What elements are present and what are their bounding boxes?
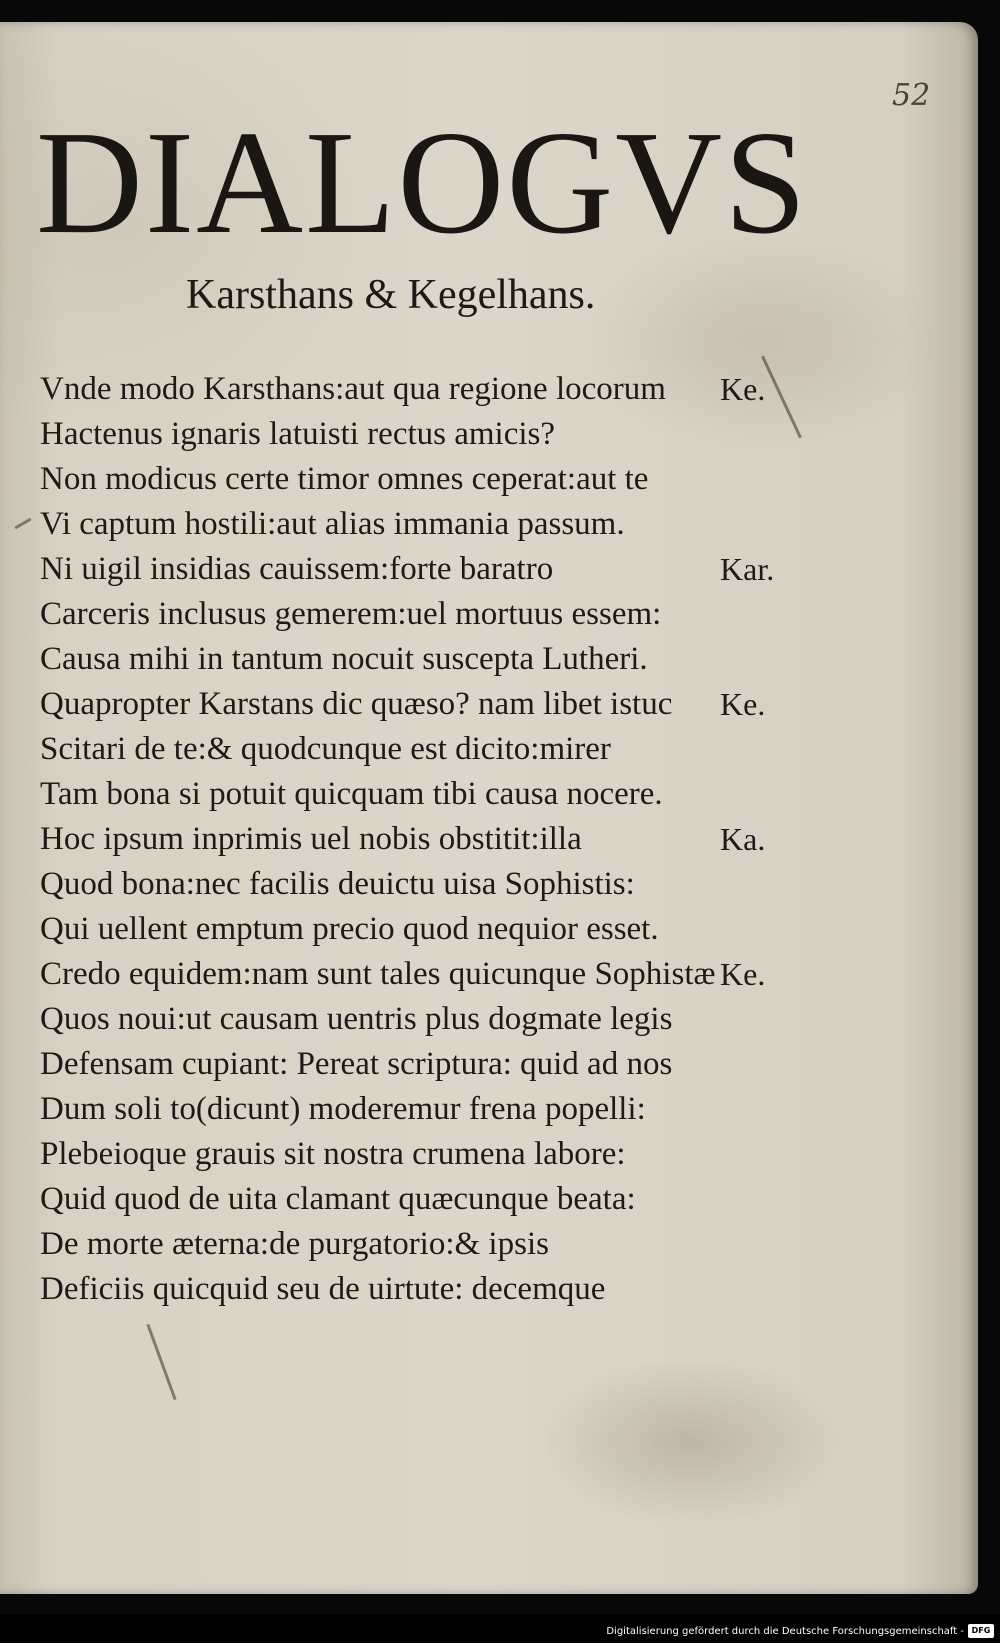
verse-text: Tam bona si potuit quicquam tibi causa nocere. <box>40 776 663 812</box>
verse-text: Quos noui:ut causam uentris plus dogmate legis <box>40 1001 673 1037</box>
dfg-logo: DFG <box>968 1624 994 1638</box>
speaker-label: Kar. <box>720 551 775 587</box>
verse-text: Vi captum hostili:aut alias immania passum. <box>40 506 625 542</box>
verse-text: Vnde modo Karsthans:aut qua regione locorum <box>40 371 666 407</box>
verse-line <box>40 727 800 772</box>
verse-text: Non modicus certe timor omnes ceperat:aut te <box>40 461 649 497</box>
verse-line <box>40 1087 800 1132</box>
verse-line <box>40 502 800 547</box>
funding-credit: Digitalisierung gefördert durch die Deutsche Forschungsgemeinschaft - <box>606 1626 964 1637</box>
verse-text: Quapropter Karstans dic quæso? nam libet istuc <box>40 686 673 722</box>
verse-line <box>40 682 800 727</box>
verse-text: Plebeioque grauis sit nostra crumena labore: <box>40 1136 626 1172</box>
verse-text: Scitari de te:& quodcunque est dicito:mirer <box>40 731 611 767</box>
verse-list <box>40 367 800 1312</box>
verse-line <box>40 1222 800 1267</box>
verse-text: Defensam cupiant: Pereat scriptura: quid ad nos <box>40 1046 673 1082</box>
verse-text: Credo equidem:nam sunt tales quicunque Sophistæ <box>40 956 716 992</box>
verse-line <box>40 1042 800 1087</box>
verse-line <box>40 862 800 907</box>
speaker-label: Ke. <box>720 686 766 722</box>
verse-line <box>40 592 800 637</box>
verse-text: Hactenus ignaris latuisti rectus amicis? <box>40 416 556 452</box>
verse-text: Hoc ipsum inprimis uel nobis obstitit:illa <box>40 821 582 857</box>
verse-text: Deficiis quicquid seu de uirtute: decemque <box>40 1271 606 1307</box>
verse-line <box>40 457 800 502</box>
verse-text: Quod bona:nec facilis deuictu uisa Sophistis: <box>40 866 635 902</box>
verse-text: Qui uellent emptum precio quod nequior esset. <box>40 911 659 947</box>
page-title: DIALOGVS <box>36 101 809 265</box>
verse-text: Ni uigil insidias cauissem:forte baratro <box>40 551 554 587</box>
verse-line <box>40 952 800 997</box>
verse-text: De morte æterna:de purgatorio:& ipsis <box>40 1226 549 1262</box>
verse-line <box>40 1267 800 1312</box>
verse-line <box>40 772 800 817</box>
verse-line <box>40 997 800 1042</box>
verse-line <box>40 637 800 682</box>
verse-text: Dum soli to(dicunt) moderemur frena popelli: <box>40 1091 646 1127</box>
verse-line <box>40 412 800 457</box>
stain-mark <box>14 518 31 530</box>
verse-line <box>40 907 800 952</box>
verse-text: Quid quod de uita clamant quæcunque beata: <box>40 1181 636 1217</box>
verse-line <box>40 367 800 412</box>
verse-line <box>40 817 800 862</box>
stain-mark <box>146 1324 176 1400</box>
page-subtitle: Karsthans & Kegelhans. <box>186 272 596 318</box>
folio-number: 52 <box>892 78 931 113</box>
speaker-label: Ka. <box>720 821 766 857</box>
verse-line <box>40 1132 800 1177</box>
speaker-label: Ke. <box>720 956 766 992</box>
book-page <box>0 22 978 1594</box>
verse-text: Causa mihi in tantum nocuit suscepta Lutheri. <box>40 641 648 677</box>
verse-text: Carceris inclusus gemerem:uel mortuus essem: <box>40 596 662 632</box>
verse-line <box>40 547 800 592</box>
speaker-label: Ke. <box>720 371 766 407</box>
verse-line <box>40 1177 800 1222</box>
